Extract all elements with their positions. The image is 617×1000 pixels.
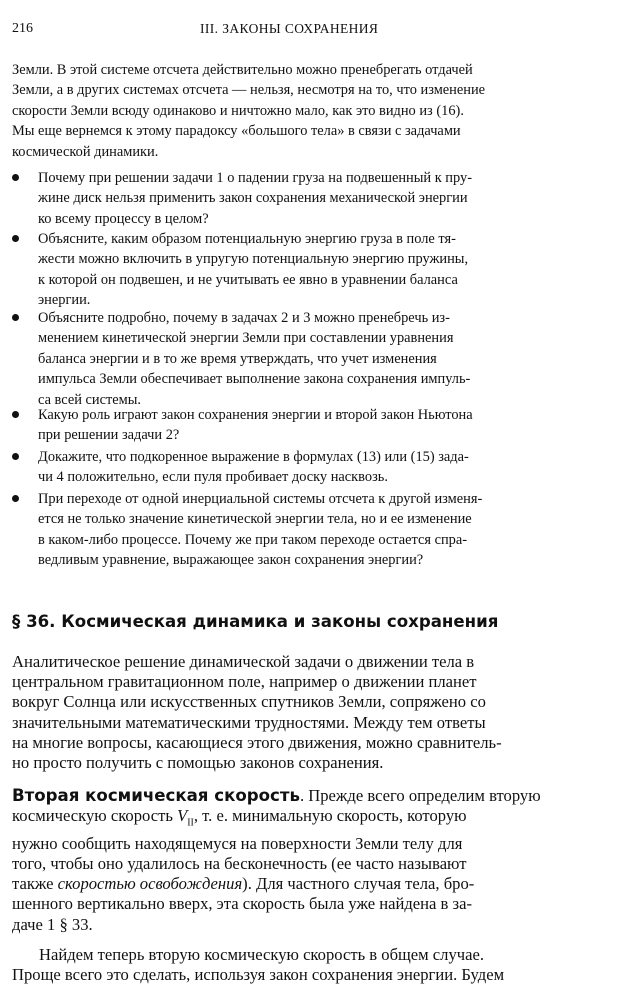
- text-line: в каком-либо процессе. Почему же при таком переходе остается спра-: [38, 531, 468, 548]
- question-text: [38, 489, 588, 571]
- question-text: [38, 229, 588, 311]
- text-line: шенного вертикально вверх, эта скорость была уже найдена в за-: [12, 894, 472, 914]
- question-item: [12, 308, 588, 410]
- text-line: са всей системы.: [38, 391, 142, 408]
- bullet-icon: [12, 235, 19, 242]
- question-text: [38, 447, 588, 488]
- text-line: Объясните подробно, почему в задачах 2 и 3 можно пренебречь из-: [38, 310, 450, 326]
- bullet-icon: [12, 174, 19, 181]
- text-line: на многие вопросы, касающиеся этого движения, можно сравнитель-: [12, 732, 502, 752]
- text-line: [12, 874, 588, 894]
- velocity-subscript: II: [187, 817, 194, 829]
- text-run: космическую скорость: [12, 806, 178, 826]
- text-run: также: [12, 874, 58, 894]
- question-text: [38, 308, 588, 410]
- question-item: [12, 489, 588, 571]
- text-line: ко всему процессу в целом?: [38, 210, 209, 227]
- text-line: Почему при решении задачи 1 о падении груза на подвешенный к пру-: [38, 170, 472, 186]
- text-line: вокруг Солнца или искусственных спутников Земли, сопряжено со: [12, 692, 486, 712]
- text-line: космической динамики.: [12, 143, 159, 160]
- text-line: значительными математическими трудностями. Между тем ответы: [12, 712, 486, 732]
- running-title: III. ЗАКОНЫ СОХРАНЕНИЯ: [200, 21, 379, 36]
- bullet-icon: [12, 314, 19, 321]
- text-run: , т. е. минимальную скорость, которую: [193, 806, 467, 826]
- text-line: Докажите, что подкоренное выражение в формулах (13) или (15) зада-: [38, 449, 469, 465]
- bullet-icon: [12, 411, 19, 418]
- text-line: менением кинетической энергии Земли при составлении уравнения: [38, 330, 454, 347]
- italic-term: скоростью освобождения: [57, 874, 243, 894]
- text-line: к которой он подвешен, и не учитывать ее явно в уравнении баланса: [38, 271, 458, 288]
- question-item: [12, 447, 588, 488]
- text-line: нужно сообщить находящемуся на поверхности Земли телу для: [12, 833, 463, 853]
- text-line: скорости Земли всюду одинаково и ничтожно мало, как это видно из (16).: [12, 102, 464, 119]
- page-header: [12, 21, 592, 41]
- question-item: [12, 229, 588, 311]
- text-line: При переходе от одной инерциальной системы отсчета к другой изменя-: [38, 491, 483, 507]
- question-item: [12, 405, 588, 446]
- text-line: Земли. В этой системе отсчета действительно можно пренебрегать отдачей: [12, 62, 473, 78]
- question-item: [12, 168, 588, 229]
- text-run: . Прежде всего определим вторую: [299, 786, 541, 805]
- text-line: Объясните, каким образом потенциальную энергию груза в поле тя-: [38, 231, 456, 247]
- text-line: ется не только значение кинетической энергии тела, но и ее изменение: [38, 511, 472, 528]
- text-line: баланса энергии и в то же время утверждать, что учет изменения: [38, 350, 437, 367]
- text-line: при решении задачи 2?: [38, 427, 180, 444]
- text-line: ведливым уравнение, выражающее закон сохранения энергии?: [38, 552, 424, 569]
- run-in-heading: Вторая космическая скорость: [12, 786, 300, 805]
- intro-paragraph: [12, 60, 588, 162]
- page-number: 216: [12, 21, 33, 36]
- section-title: § 36. Космическая динамика и законы сохранения: [12, 612, 499, 631]
- text-line: даче 1 § 33.: [12, 914, 93, 934]
- text-line: чи 4 положительно, если пуля пробивает доску насквозь.: [38, 469, 388, 486]
- text-line: но просто получить с помощью законов сохранения.: [12, 753, 384, 773]
- text-line: жине диск нельзя применить закон сохранения механической энергии: [38, 190, 468, 207]
- text-line: энергии.: [38, 292, 91, 309]
- text-line: импульса Земли обеспечивает выполнение закона сохранения импуль-: [38, 371, 471, 388]
- bullet-icon: [12, 495, 19, 502]
- velocity-symbol: V: [177, 806, 188, 826]
- text-run: ). Для частного случая тела, бро-: [242, 874, 475, 894]
- text-line: Мы еще вернемся к этому парадоксу «большого тела» в связи с задачами: [12, 123, 461, 140]
- text-line: того, чтобы оно удалилось на бесконечность (ее часто называют: [12, 853, 467, 873]
- text-line: Какую роль играют закон сохранения энергии и второй закон Ньютона: [38, 407, 473, 423]
- text-line: жести можно включить в упругую потенциальную энергию пружины,: [38, 251, 469, 268]
- escape-velocity-paragraph: [12, 786, 588, 935]
- text-line: [12, 786, 588, 806]
- text-line: Земли, а в других системах отсчета — нельзя, несмотря на то, что изменение: [12, 82, 486, 99]
- bullet-icon: [12, 453, 19, 460]
- question-text: [38, 168, 588, 229]
- text-line: [12, 806, 588, 834]
- section-intro-paragraph: [12, 652, 588, 773]
- final-paragraph: [12, 945, 588, 985]
- question-text: [38, 405, 588, 446]
- text-line: Проще всего это сделать, используя закон сохранения энергии. Будем: [12, 965, 505, 985]
- text-line: Найдем теперь вторую космическую скорость в общем случае.: [39, 945, 484, 964]
- text-line: Аналитическое решение динамической задачи о движении тела в: [12, 652, 475, 671]
- text-line: центральном гравитационном поле, например о движении планет: [12, 672, 477, 692]
